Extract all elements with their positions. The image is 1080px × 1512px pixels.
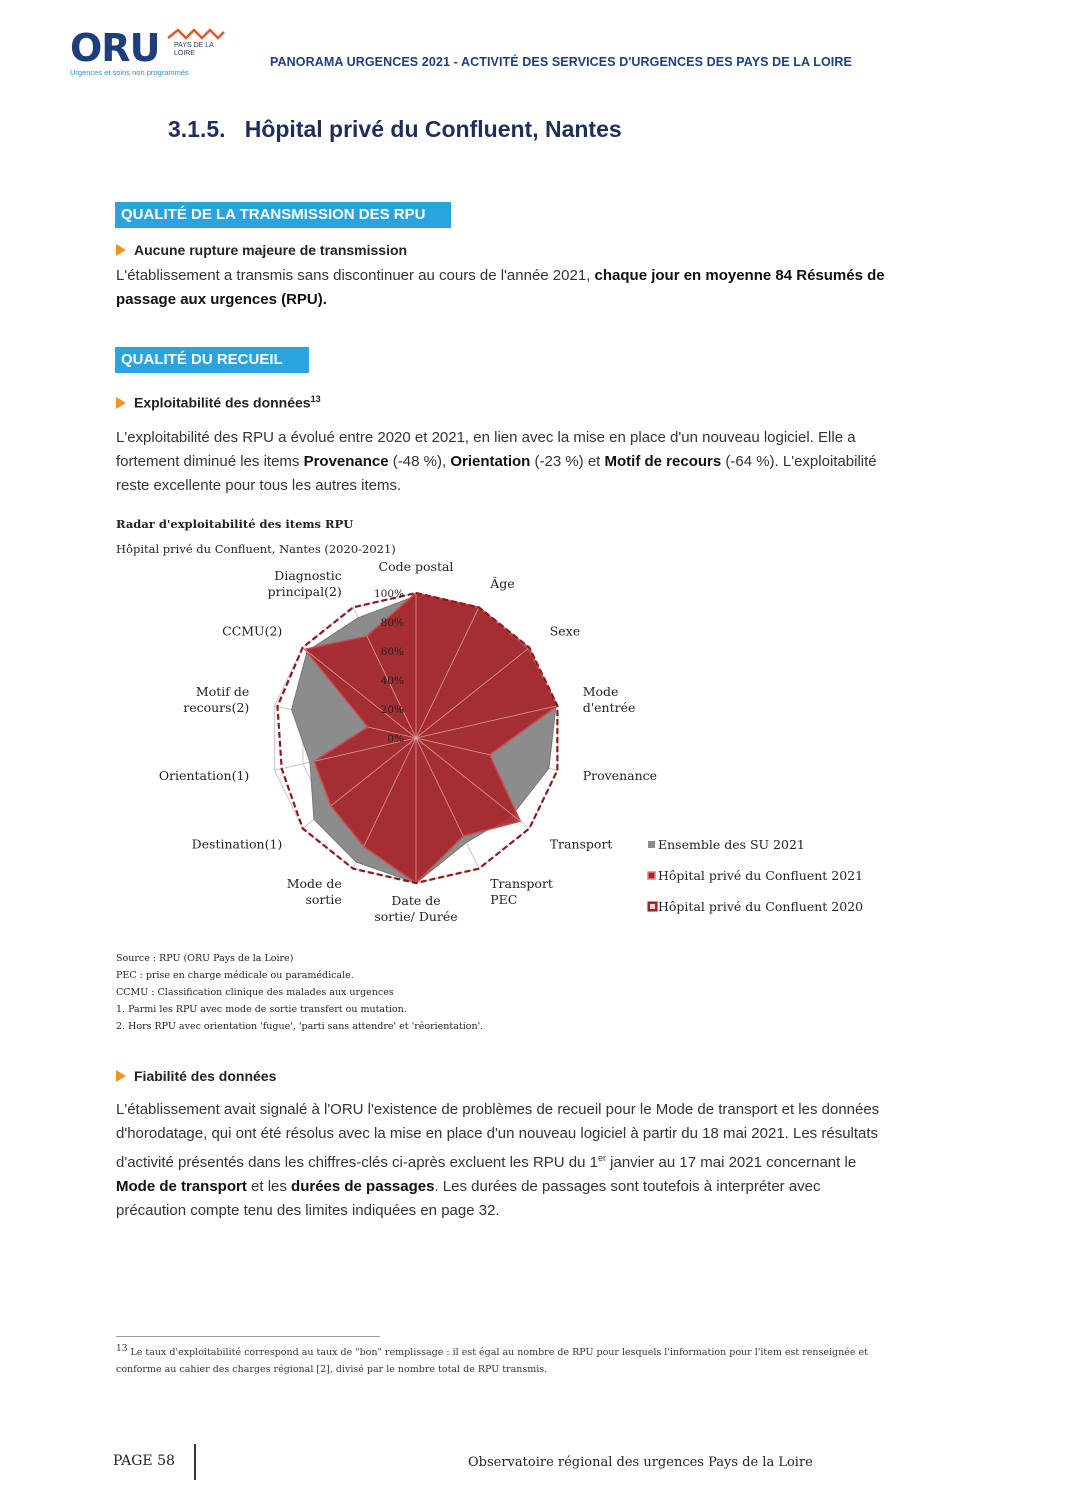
fiabilite-sup: er bbox=[597, 1153, 606, 1163]
fiabilite-text: janvier au 17 mai 2021 concernant le bbox=[606, 1154, 857, 1171]
radar-legend bbox=[648, 837, 863, 914]
arrow-bullet-icon bbox=[116, 1070, 126, 1082]
note-ccmu: CCMU : Classification clinique des malades aux urgences bbox=[116, 987, 394, 998]
radar-axis-label: Motif de recours(2) bbox=[183, 683, 250, 715]
fiabilite-text: et les bbox=[246, 1178, 292, 1195]
transmission-bullet-label: Aucune rupture majeure de transmission bbox=[134, 242, 408, 258]
logo-text: ORU bbox=[70, 26, 160, 70]
header-title: PANORAMA URGENCES 2021 - ACTIVITÉ DES SERVICES D'URGENCES DES PAYS DE LA LOIRE bbox=[270, 55, 852, 69]
radar-tick-label: 0% bbox=[387, 733, 404, 745]
note-source: Source : RPU (ORU Pays de la Loire) bbox=[116, 953, 294, 964]
radar-tick-label: 100% bbox=[373, 588, 404, 600]
radar-axis-label: Sexe bbox=[549, 623, 581, 639]
recueil-bold-orientation: Orientation bbox=[450, 453, 531, 470]
radar-axis-label: Mode d'entrée bbox=[582, 683, 636, 715]
fiabilite-bold-durees: durées de passages bbox=[291, 1178, 435, 1195]
fiabilite-text: . Les durées de passages sont toutefois à interpréter avec précaution compte tenu des limites indiquées en page 32. bbox=[116, 1178, 821, 1219]
radar-tick-label: 40% bbox=[380, 675, 404, 687]
radar-axis-label: Mode de sortie bbox=[286, 876, 342, 908]
footer-divider bbox=[194, 1444, 196, 1480]
footnote-text: Le taux d'exploitabilité correspond au taux de "bon" remplissage : il est égal au nombre de RPU pour lesquels l'information pour l'item est renseignée et conforme au cahier des charges régional [2], divisé par le nombre total de RPU transmis. bbox=[116, 1347, 868, 1376]
legend-swatch bbox=[648, 841, 655, 848]
footnote-ref: 13 bbox=[310, 394, 321, 404]
radar-axis-label: Diagnostic principal(2) bbox=[267, 567, 342, 599]
radar-axis-label: Date de sortie/ Durée bbox=[374, 893, 458, 924]
page-number: PAGE 58 bbox=[113, 1453, 175, 1469]
recueil-bold-motif: Motif de recours bbox=[604, 453, 722, 470]
logo-subtitle: PAYS DE LA LOIRE bbox=[174, 42, 214, 57]
legend-label: Hôpital privé du Confluent 2021 bbox=[658, 868, 864, 883]
note-2: 2. Hors RPU avec orientation 'fugue', 'parti sans attendre' et 'réorientation'. bbox=[116, 1021, 484, 1032]
recueil-text: L'exploitabilité des RPU a évolué entre 2020 et 2021, en lien avec la mise en place d'un nouveau logiciel. Elle a fortement diminué les items bbox=[116, 429, 856, 470]
footer-organization: Observatoire régional des urgences Pays de la Loire bbox=[468, 1455, 813, 1470]
note-pec: PEC : prise en charge médicale ou paramédicale. bbox=[116, 970, 354, 981]
footnote-number: 13 bbox=[116, 1344, 128, 1354]
transmission-text-bold: chaque jour en moyenne 84 Résumés de passage aux urgences (RPU). bbox=[116, 267, 885, 308]
legend-label: Ensemble des SU 2021 bbox=[658, 837, 805, 852]
legend-swatch bbox=[648, 872, 655, 879]
transmission-banner: QUALITÉ DE LA TRANSMISSION DES RPU bbox=[115, 202, 451, 228]
recueil-text: (-23 %) et bbox=[530, 453, 605, 470]
radar-axis-label: Code postal bbox=[378, 559, 454, 574]
fiabilite-bold-transport: Mode de transport bbox=[116, 1178, 247, 1195]
radar-axis-label: Destination(1) bbox=[191, 836, 283, 852]
chart-title: Radar d'exploitabilité des items RPU bbox=[116, 517, 354, 531]
fiabilite-paragraph bbox=[116, 1098, 891, 1223]
radar-axis-label: CCMU(2) bbox=[222, 623, 283, 639]
legend-label: Hôpital privé du Confluent 2020 bbox=[658, 899, 864, 914]
legend-swatch-inner bbox=[650, 904, 655, 909]
transmission-text: L'établissement a transmis sans discontinuer au cours de l'année 2021, bbox=[116, 267, 595, 284]
fiabilite-bullet bbox=[116, 1068, 276, 1084]
footnote bbox=[116, 1341, 896, 1378]
recueil-text: (-64 %). L'exploitabilité reste excellente pour tous les autres items. bbox=[116, 453, 877, 494]
radar-axis-label: Provenance bbox=[582, 768, 658, 784]
radar-tick-label: 80% bbox=[380, 617, 404, 629]
chart-notes bbox=[116, 950, 483, 1035]
radar-tick-label: 20% bbox=[380, 704, 404, 716]
radar-axis-label: Transport bbox=[549, 836, 613, 852]
radar-axis-label: Âge bbox=[490, 575, 515, 591]
chart-subtitle: Hôpital privé du Confluent, Nantes (2020-2021) bbox=[116, 542, 396, 556]
logo-tagline: Urgences et soins non programmés bbox=[70, 68, 189, 77]
radar-axis-label: Orientation(1) bbox=[158, 768, 250, 784]
section-title: 3.1.5. Hôpital privé du Confluent, Nantes bbox=[168, 116, 622, 142]
radar-axis-label: Transport PEC bbox=[490, 876, 553, 908]
fiabilite-text: L'établissement avait signalé à l'ORU l'existence de problèmes de recueil pour le Mode de transport et les données d'horodatage, qui ont été résolus avec la mise en place d'un nouveau logiciel à partir du 18 mai 2021. Les résultats d'activité présentés dans les chiffres-clés ci-après excluent les RPU du 1 bbox=[116, 1101, 880, 1171]
recueil-bold-provenance: Provenance bbox=[303, 453, 389, 470]
radar-tick-label: 60% bbox=[380, 646, 404, 658]
note-1: 1. Parmi les RPU avec mode de sortie transfert ou mutation. bbox=[116, 1004, 407, 1015]
footnote-separator bbox=[116, 1336, 380, 1337]
recueil-text: (-48 %), bbox=[388, 453, 451, 470]
recueil-banner: QUALITÉ DU RECUEIL bbox=[115, 347, 309, 373]
fiabilite-bullet-label: Fiabilité des données bbox=[134, 1068, 277, 1084]
recueil-bullet-label: Exploitabilité des données bbox=[134, 394, 311, 411]
